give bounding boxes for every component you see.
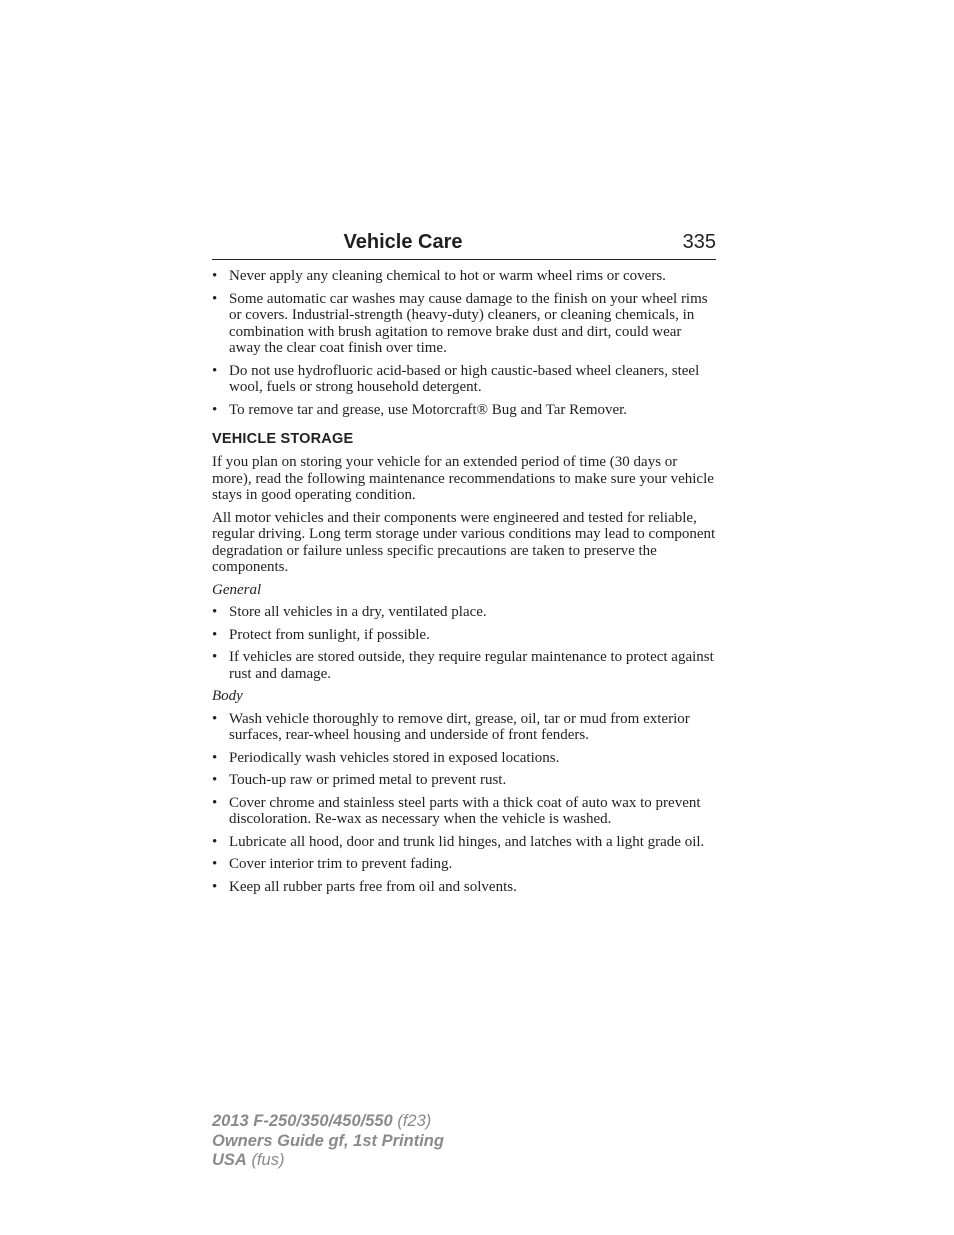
page-number: 335: [682, 231, 716, 253]
bullet-icon: •: [212, 268, 218, 284]
bullet-icon: •: [212, 649, 218, 665]
list-item: • Periodically wash vehicles stored in exposed locations.: [212, 749, 560, 766]
body-bullet-list: [212, 711, 716, 896]
general-bullet-list: [212, 604, 716, 682]
list-item: • Some automatic car washes may cause damage to the finish on your wheel rims or covers. Industrial-strength (heavy-duty) cleaners, or cleaning chemicals, in combination with brush agitation to remove brake dust and dirt, could wear away the clear coat finish over time.: [212, 290, 708, 356]
bullet-icon: •: [212, 833, 218, 850]
vehicle-storage-heading: VEHICLE STORAGE: [212, 431, 354, 447]
bullet-icon: •: [212, 362, 218, 379]
footer-printing-line: Owners Guide gf, 1st Printing: [212, 1131, 444, 1150]
wheel-care-bullet-list: [212, 268, 716, 418]
list-item: • Keep all rubber parts free from oil and solvents.: [212, 878, 517, 895]
list-item: • If vehicles are stored outside, they require regular maintenance to protect against rust and damage.: [212, 649, 714, 682]
list-item: • Touch-up raw or primed metal to prevent rust.: [212, 772, 507, 788]
document-footer: [212, 1112, 444, 1171]
bullet-icon: •: [212, 878, 218, 895]
body-label: Body: [212, 688, 243, 704]
list-item: • Do not use hydrofluoric acid-based or high caustic-based wheel cleaners, steel wool, fuels or strong household detergent.: [212, 362, 700, 395]
list-item: • Cover chrome and stainless steel parts with a thick coat of auto wax to prevent discoloration. Re-wax as necessary when the vehicle is washed.: [212, 794, 701, 827]
storage-precautions-paragraph: All motor vehicles and their components were engineered and tested for reliable, regular driving. Long term storage under various conditions may lead to component degradation or failure unless specific precautions are taken to preserve the components.: [212, 509, 716, 575]
footer-model-line: 2013 F-250/350/450/550 (f23): [212, 1112, 432, 1130]
list-item: • To remove tar and grease, use Motorcraft® Bug and Tar Remover.: [212, 401, 628, 418]
list-item: • Protect from sunlight, if possible.: [212, 626, 430, 643]
bullet-icon: •: [212, 626, 218, 643]
list-item: • Never apply any cleaning chemical to hot or warm wheel rims or covers.: [212, 268, 666, 284]
footer-region-line: USA (fus): [212, 1151, 285, 1169]
page-header: Vehicle Care 335: [212, 229, 716, 260]
bullet-icon: •: [212, 794, 218, 811]
bullet-icon: •: [212, 749, 218, 766]
list-item: • Store all vehicles in a dry, ventilated place.: [212, 604, 487, 620]
bullet-icon: •: [212, 290, 218, 307]
bullet-icon: •: [212, 710, 218, 727]
bullet-icon: •: [212, 856, 218, 872]
bullet-icon: •: [212, 604, 218, 620]
bullet-icon: •: [212, 772, 218, 788]
bullet-icon: •: [212, 401, 218, 418]
list-item: • Cover interior trim to prevent fading.: [212, 856, 453, 872]
general-label: General: [212, 581, 262, 598]
list-item: • Wash vehicle thoroughly to remove dirt, grease, oil, tar or mud from exterior surfaces, rear-wheel housing and underside of front fenders.: [212, 710, 690, 743]
storage-intro-paragraph: If you plan on storing your vehicle for an extended period of time (30 days or more), read the following maintenance recommendations to make sure your vehicle stays in good operating condition.: [212, 454, 714, 503]
page-content: [212, 268, 716, 901]
list-item: • Lubricate all hood, door and trunk lid hinges, and latches with a light grade oil.: [212, 833, 705, 850]
